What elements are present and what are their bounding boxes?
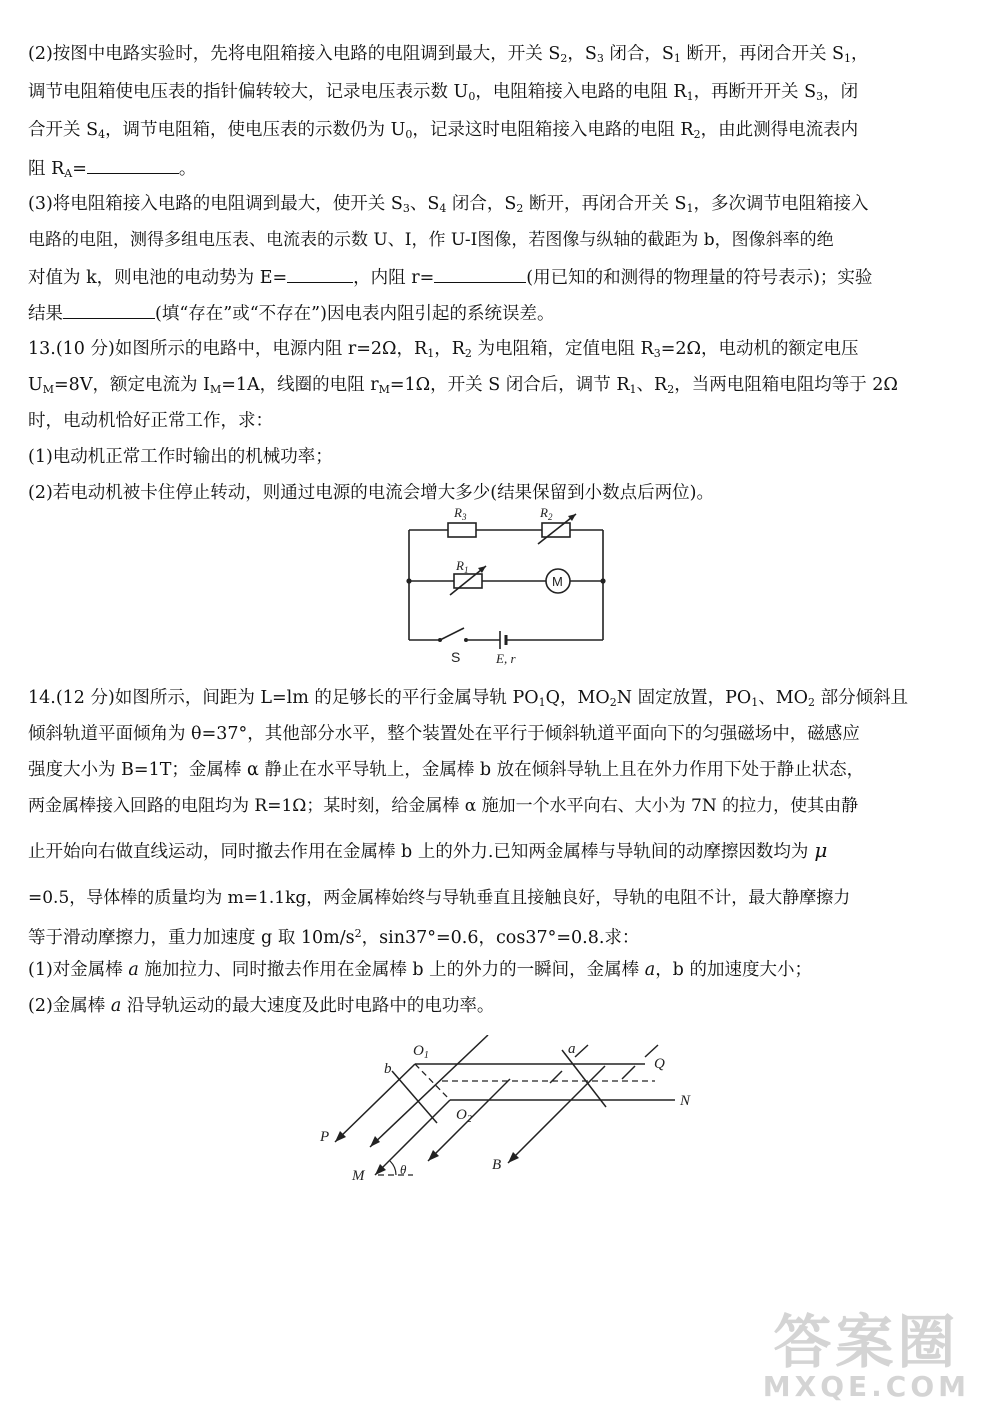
circuit-diagram (400, 500, 620, 670)
q14-line5: 止开始向右做直线运动，同时撤去作用在金属棒 b 上的外力.已知两金属棒与导轨间的动摩擦因数均为 μ (28, 838, 828, 862)
answer-blank-result[interactable] (63, 300, 155, 319)
q14-line7: 等于滑动摩擦力，重力加速度 g 取 $10m/s^2$，sin37°=0.6，cos37°=0.8.求： (28, 927, 640, 948)
p3-line3: 对值为 k，则电池的电动势为 E= ，内阻 r= (用已知的和测得的物理量的符号表示)；实验 (28, 264, 872, 290)
q13-line4: (1)电动机正常工作时输出的机械功率； (28, 447, 333, 467)
p3-line4: 结果 (填“存在”或“不存在”)因电表内阻引起的系统误差。 (28, 300, 554, 326)
rails-diagram (310, 1035, 710, 1185)
label-m: M (352, 1168, 365, 1184)
p2-line3: 合开关 $S_4$，调节电阻箱，使电压表的示数仍为 $U_0$，记录这时电阻箱接入电路的电阻 $R_2$，由此测得电流表内 (28, 120, 859, 141)
answer-blank-e[interactable] (287, 264, 353, 283)
rail-p-o1 (335, 1064, 415, 1142)
q14-line3: 强度大小为 B=1T；金属棒 α 静止在水平导轨上，金属棒 b 放在倾斜导轨上且在外力作用下处于静止状态， (28, 760, 865, 780)
answer-blank-ra[interactable] (87, 155, 179, 174)
p3-line2: 电路的电阻，测得多组电压表、电流表的示数 U、I，作 U-I图像，若图像与纵轴的截距为 b，图像斜率的绝 (28, 230, 834, 250)
watermark: 答案圈 MXQE.COM (762, 1308, 970, 1403)
label-a: a (568, 1041, 576, 1057)
motor-label: M (552, 574, 563, 589)
p2-line2: 调节电阻箱使电压表的指针偏转较大，记录电压表示数 $U_0$，电阻箱接入电路的电阻 $R_1$，再断开开关 $S_3$，闭 (28, 82, 859, 103)
label-b: b (384, 1061, 392, 1077)
q14-line6: =0.5，导体棒的质量均为 m=1.1kg，两金属棒始终与导轨垂直且接触良好，导轨的电阻不计，最大静摩擦力 (28, 888, 851, 908)
p2-line1: (2)按图中电路实验时，先将电阻箱接入电路的电阻调到最大，开关 $S_2$，$S_3$ 闭合，$S_1$ 断开，再闭合开关 $S_1$， (28, 44, 869, 65)
p3-line1: (3)将电阻箱接入电路的电阻调到最大，使开关 $S_3$、$S_4$ 闭合，$S_2$ 断开，再闭合开关 $S_1$，多次调节电阻箱接入 (28, 194, 869, 215)
answer-blank-r[interactable] (434, 264, 526, 283)
label-n: N (680, 1093, 691, 1109)
source-label: E, r (496, 651, 516, 666)
q14-line4: 两金属棒接入回路的电阻均为 R=1Ω；某时刻，给金属棒 α 施加一个水平向右、大小为 7N 的拉力，使其由静 (28, 796, 859, 816)
label-o2: $O_2$ (456, 1107, 472, 1125)
q13-line5: (2)若电动机被卡住停止转动，则通过电源的电流会增大多少(结果保留到小数点后两位)。 (28, 483, 714, 503)
label-theta: θ (400, 1162, 407, 1177)
r3-resistor (448, 523, 476, 537)
r3-label: $R_3$ (454, 505, 467, 522)
label-b-field: B (492, 1157, 502, 1173)
q13-line2: $U_M=8V$，额定电流为 $I_M=1A$，线圈的电阻 $r_M=1\Omega$，开关 S 闭合后，调节 $R_1$、$R_2$，当两电阻箱电阻均等于 2Ω (28, 375, 898, 396)
q14-line9: (2)金属棒 a 沿导轨运动的最大速度及此时电路中的电功率。 (28, 996, 495, 1016)
rail-m-o2 (375, 1100, 450, 1175)
q13-line3: 时，电动机恰好正常工作，求： (28, 411, 273, 431)
p2-line4: 阻 $R_A=$ 。 (28, 155, 196, 186)
field-arrow-1 (370, 1136, 380, 1147)
r1-label: $R_1$ (456, 558, 469, 575)
q14-line1: 14.(12 分)如图所示，间距为 L=lm 的足够长的平行金属导轨 $PO_1Q$，$MO_2N$ 固定放置，$PO_1$、$MO_2$ 部分倾斜且 (28, 688, 909, 709)
label-o1: $O_1$ (413, 1043, 429, 1061)
switch-lever (440, 628, 464, 640)
dashed-o1-o2 (415, 1064, 450, 1100)
rod-a (562, 1050, 606, 1107)
q13-line1: 13.(10 分)如图所示的电路中，电源内阻 r=2Ω，$R_1$，$R_2$ 为电阻箱，定值电阻 $R_3=2\Omega$，电动机的额定电压 (28, 339, 859, 360)
switch-label: S (451, 649, 461, 665)
r2-label: $R_2$ (540, 505, 553, 522)
label-p: P (320, 1129, 330, 1145)
label-q: Q (654, 1056, 665, 1072)
q14-line8: (1)对金属棒 a 施加拉力、同时撤去作用在金属棒 b 上的外力的一瞬间，金属棒 a，b 的加速度大小； (28, 960, 812, 980)
theta-arc (390, 1161, 396, 1175)
q14-line2: 倾斜轨道平面倾角为 θ=37°，其他部分水平，整个装置处在平行于倾斜轨道平面向下的匀强磁场中，磁感应 (28, 724, 860, 744)
